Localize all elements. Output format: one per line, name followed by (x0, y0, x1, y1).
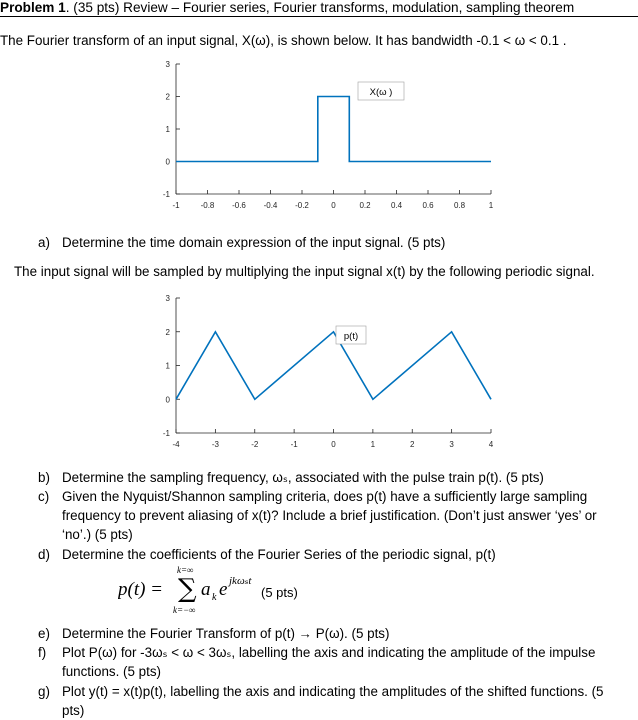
part-b-label: b) (38, 470, 50, 485)
part-d-text: Determine the coefficients of the Fourier Series of the periodic signal, p(t) (62, 547, 496, 562)
part-b-text: Determine the sampling frequency, ωₛ, associated with the pulse train p(t). (5 pts) (62, 470, 544, 485)
part-e-text: Determine the Fourier Transform of p(t) → P(ω). (5 pts) (62, 626, 390, 641)
fft-chart-y-tick-label: 2 (165, 92, 170, 102)
fft-chart-series-line (176, 97, 491, 162)
fft-chart-x-tick-label: 0 (331, 201, 336, 210)
pulse-chart-x-tick-label: 2 (410, 440, 415, 449)
part-c (38, 489, 587, 504)
part-a-label: a) (38, 235, 50, 250)
part-e (38, 626, 389, 641)
fft-chart-x-tick-label: 1 (488, 201, 494, 210)
formula-exp-base: e (219, 579, 228, 600)
fourier-series-formula (118, 563, 378, 615)
part-f (38, 645, 595, 661)
fft-chart-y-tick-label: -1 (162, 190, 170, 199)
part-c-line2: frequency to prevent aliasing of x(t)? Include a brief justification. (Don’t just answer ‘yes’ or (62, 508, 597, 523)
pulse-chart-x-tick-label: -1 (290, 440, 298, 449)
pulse-train-plot (0, 288, 638, 458)
fft-chart-x-tick-label: 0.4 (390, 201, 403, 210)
sampling-intro-text: The input signal will be sampled by multiplying the input signal x(t) by the following periodic signal. (14, 264, 595, 279)
fft-chart-x-tick-label: -0.6 (232, 201, 246, 210)
intro-text: The Fourier transform of an input signal, X(ω), is shown below. It has bandwidth -0.1 < ω < 0.1 . (0, 33, 567, 48)
part-g-line1: Plot y(t) = x(t)p(t), labelling the axis and indicating the amplitudes of the shifted functions. (5 (62, 684, 604, 699)
pulse-chart-x-tick-label: -3 (211, 440, 219, 449)
formula-upper-limit: k=∞ (177, 565, 194, 575)
part-e-label: e) (38, 626, 50, 641)
part-f-label: f) (38, 645, 47, 660)
pulse-chart-x-tick-label: 0 (331, 440, 336, 449)
formula-lower-limit: k=−∞ (173, 605, 196, 615)
pulse-chart-x-tick-label: -2 (251, 440, 259, 449)
formula-coefficient-sub: k (212, 592, 217, 603)
part-g-label: g) (38, 684, 50, 699)
formula-lhs: p(t) = (118, 579, 164, 600)
pulse-chart-y-tick-label: -1 (162, 429, 170, 438)
header-rule (0, 16, 638, 17)
fft-chart-x-tick-label: 0.6 (422, 201, 434, 210)
pulse-chart-x-tick-label: 4 (488, 440, 494, 449)
fft-chart-x-tick-label: 0.2 (359, 201, 371, 210)
part-a (38, 235, 445, 250)
part-c-line1: Given the Nyquist/Shannon sampling criteria, does p(t) have a sufficiently large sampling (62, 489, 588, 504)
part-a-text: Determine the time domain expression of the input signal. (5 pts) (62, 235, 446, 250)
pulse-chart-series-line (176, 332, 491, 400)
problem-label: Problem 1 (0, 0, 66, 15)
pulse-chart-legend-label: p(t) (343, 331, 359, 342)
part-f-line2: functions. (5 pts) (62, 664, 161, 679)
part-f-line1: Plot P(ω) for -3ωₛ < ω < 3ωₛ, labelling the axis and indicating the amplitude of the impulse (62, 645, 596, 660)
part-d (38, 547, 496, 562)
pulse-chart-x-tick-label: -4 (172, 440, 180, 449)
problem-title: . (35 pts) Review – Fourier series, Fourier transforms, modulation, sampling theorem (65, 0, 575, 15)
fft-chart-y-tick-label: 1 (165, 125, 170, 134)
part-g (38, 684, 603, 699)
pulse-chart-x-tick-label: 1 (370, 440, 376, 449)
fft-chart-x-tick-label: -0.8 (200, 201, 215, 210)
formula-sigma: ∑ (178, 574, 197, 604)
part-c-line3: ‘no’.) (5 pts) (62, 527, 133, 542)
fft-chart-x-tick-label: 0.8 (453, 201, 466, 210)
fft-chart-legend-label: X(ω ) (369, 87, 393, 98)
pulse-chart-x-tick-label: 3 (449, 440, 454, 449)
part-c-label: c) (38, 489, 50, 504)
part-d-label: d) (38, 547, 50, 562)
fft-chart-y-tick-label: 0 (165, 157, 170, 167)
fft-chart-x-tick-label: -0.4 (263, 201, 278, 210)
pulse-chart-y-tick-label: 1 (165, 361, 170, 371)
fft-chart-y-tick-label: 3 (165, 60, 170, 69)
fourier-transform-plot (0, 54, 638, 224)
fft-chart-x-tick-label: -1 (172, 201, 180, 210)
fft-chart-x-tick-label: -0.2 (295, 201, 309, 210)
part-g-line2: pts) (62, 703, 85, 718)
pulse-chart-y-tick-label: 3 (165, 294, 170, 303)
formula-exponent: jkωₛt (229, 575, 252, 587)
formula-points: (5 pts) (261, 585, 298, 600)
pulse-chart-y-tick-label: 0 (165, 395, 170, 405)
part-b (38, 470, 544, 486)
problem-header (0, 0, 574, 15)
formula-coefficient: a (201, 579, 211, 600)
pulse-chart-y-tick-label: 2 (165, 327, 170, 337)
